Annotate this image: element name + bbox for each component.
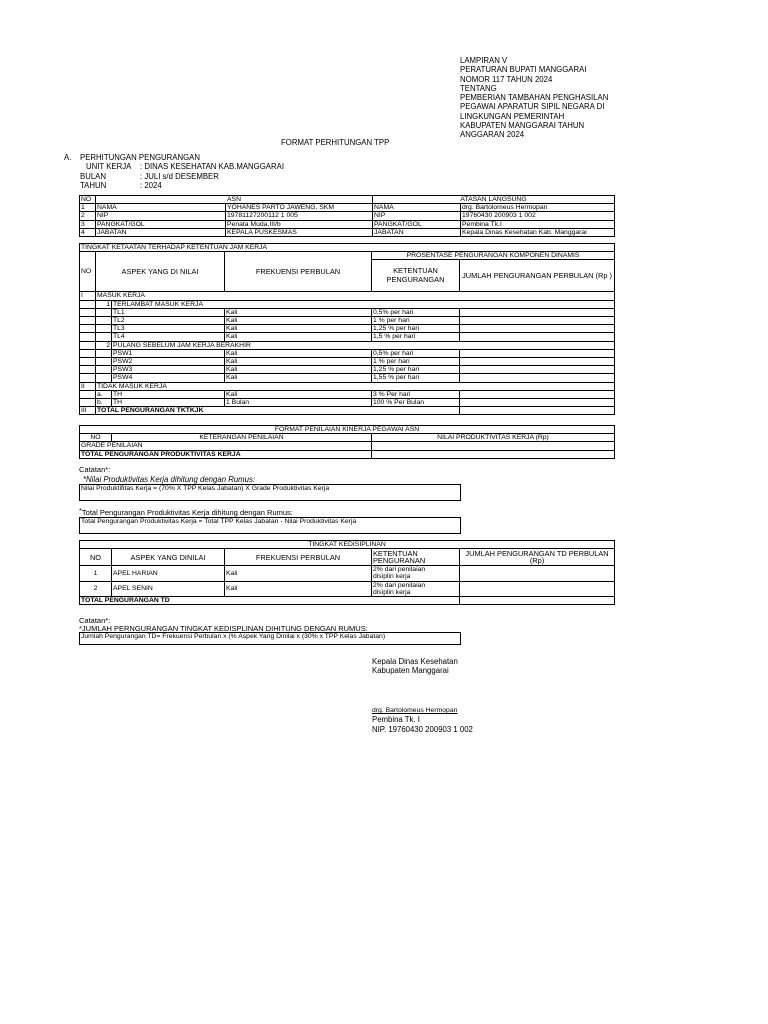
- item-frek: Kali: [225, 317, 372, 325]
- row-label: NAMA: [373, 204, 461, 212]
- col-nilai-header: NILAI PRODUKTIVITAS KERJA (Rp): [372, 434, 615, 442]
- total-value[interactable]: [372, 450, 615, 458]
- row-ket: [372, 566, 460, 581]
- row-no: 2: [80, 581, 112, 596]
- table-row: [80, 374, 615, 382]
- col-no-header: NO: [80, 434, 112, 442]
- table-row: [80, 407, 615, 415]
- table-row: [80, 317, 615, 325]
- header-line: PEGAWAI APARATUR SIPIL NEGARA DI: [460, 102, 605, 112]
- col-frek-header: FREKUENSI PERBULAN: [225, 549, 372, 566]
- total-label: TOTAL PENGURANGAN PRODUKTIVITAS KERJA: [80, 450, 372, 458]
- formula-box: [79, 484, 461, 501]
- catatan-label: Catatan*:: [79, 465, 111, 474]
- row-value: Penata Muda,III/b: [226, 220, 373, 228]
- item-frek: Kali: [225, 349, 372, 357]
- item-frek: Kali: [225, 390, 372, 398]
- item-jumlah[interactable]: [460, 325, 615, 333]
- grade-value[interactable]: [372, 442, 615, 450]
- page-title: FORMAT PERHITUNGAN TPP: [281, 138, 390, 147]
- item-ket: 3 % Per hari: [372, 390, 460, 398]
- table-row: [80, 399, 615, 407]
- signature-rank: Pembina Tk. I: [372, 715, 420, 725]
- row-label: NIP: [96, 212, 226, 220]
- item-ket: 1,25 % per hari: [372, 325, 460, 333]
- field-value: : DINAS KESEHATAN KAB.MANGGARAI: [140, 162, 284, 172]
- table-row: [80, 341, 615, 349]
- col-jumlah-header: JUMLAH PENGURANGAN TD PERBULAN (Rp): [460, 549, 615, 566]
- item-frek: Kali: [225, 333, 372, 341]
- table-row: [80, 382, 615, 390]
- catatan-label: Catatan*:: [79, 616, 111, 625]
- item-letter: a.: [96, 390, 112, 398]
- ket-line: disiplin kerja: [373, 573, 411, 581]
- field-bulan: [80, 171, 219, 181]
- formula-text: Total Pengurangan Produktivitas Kerja = Total TPP Kelas Jabatan - Nilai Produktivitas Kerja: [81, 518, 357, 525]
- item-name: TL2: [112, 317, 225, 325]
- col-ketentuan-header: KETENTUAN PENGURANGAN: [372, 260, 460, 292]
- table-row: [80, 597, 615, 605]
- signature-office: Kabupaten Manggarai: [372, 666, 449, 676]
- signature-name-block: [372, 706, 473, 734]
- table-row: [80, 220, 615, 228]
- col-no-header: NO: [80, 549, 112, 566]
- section-letter: A.: [64, 153, 72, 162]
- asn-header: ASN: [96, 196, 373, 204]
- row-no: 2: [80, 212, 96, 220]
- row-frek: Kali: [225, 566, 372, 581]
- item-ket: 0,5% per hari: [372, 349, 460, 357]
- row-no: 1: [80, 204, 96, 212]
- formula-text: Nilai Produktifitas Kerja = (70% X TPP Kelas Jabatan) X Grade Produktivitas Kerja: [81, 485, 330, 492]
- row-no: 1: [80, 566, 112, 581]
- table-row: [80, 308, 615, 316]
- item-ket: 1,55 % per hari: [372, 374, 460, 382]
- header-line: LAMPIRAN V: [460, 56, 508, 65]
- header-line: PEMBERIAN TAMBAHAN PENGHASILAN: [460, 93, 609, 103]
- row-label: PANGKAT/GOL: [373, 220, 461, 228]
- row-aspek: APEL SENIN: [112, 581, 225, 596]
- col-ket-header: KETERANGAN PENILAIAN: [112, 434, 372, 442]
- header-line: KABUPATEN MANGGARAI TAHUN: [460, 121, 585, 131]
- row-value: Kepala Dinas Kesehatan Kab. Manggarai: [461, 228, 615, 236]
- item-name: TL1: [112, 308, 225, 316]
- signature-nip: NIP. 19760430 200903 1 002: [372, 724, 473, 734]
- ket-line: disiplin kerja: [373, 588, 411, 596]
- row-label: NAMA: [96, 204, 226, 212]
- col-aspek-header: ASPEK YANG DI NILAI: [96, 252, 225, 292]
- catatan-note-2: [79, 508, 293, 517]
- sub-no: 1: [96, 300, 112, 308]
- field-unit-kerja: [80, 162, 284, 172]
- header-line: ANGGARAN 2024: [460, 130, 525, 140]
- item-name: PSW3: [112, 366, 225, 374]
- table-row: [80, 450, 615, 458]
- total-label: TOTAL PENGURANGAN TD: [80, 597, 460, 605]
- item-jumlah[interactable]: [460, 308, 615, 316]
- star-mark: *: [79, 506, 82, 515]
- item-frek: Kali: [225, 308, 372, 316]
- item-ket: 0,5% per hari: [372, 308, 460, 316]
- roman-numeral: III: [80, 407, 96, 415]
- row-value: KEPALA PUSKESMAS: [226, 228, 373, 236]
- ket-line: 2% dari penilaian: [373, 566, 426, 574]
- table-row: [80, 349, 615, 357]
- total-value[interactable]: [460, 407, 615, 415]
- field-value: : JULI s/d DESEMBER: [140, 171, 219, 181]
- row-no: 3: [80, 220, 96, 228]
- ketaatan-title: TINGKAT KETAATAN TERHADAP KETENTUAN JAM KERJA: [80, 244, 615, 252]
- formula-box: [79, 517, 461, 534]
- field-label: BULAN: [80, 171, 106, 181]
- item-jumlah[interactable]: [460, 366, 615, 374]
- item-frek: 1 Bulan: [225, 399, 372, 407]
- item-jumlah[interactable]: [460, 374, 615, 382]
- row-value: 19781127200112 1 005: [226, 212, 373, 220]
- sub-no: 2: [96, 341, 112, 349]
- disiplin-title: TINGKAT KEDISIPLINAN: [80, 541, 615, 549]
- section-heading: PERHITUNGAN PENGURANGAN: [80, 153, 200, 162]
- row-label: NIP: [373, 212, 461, 220]
- table-row: [80, 292, 615, 300]
- item-frek: Kali: [225, 374, 372, 382]
- field-label: TAHUN: [80, 180, 107, 190]
- table-row: [80, 204, 615, 212]
- total-value[interactable]: [460, 597, 615, 605]
- header-line: PERATURAN BUPATI MANGGARAI: [460, 65, 587, 75]
- disiplin-table: [79, 540, 615, 605]
- row-label: JABATAN: [373, 228, 461, 236]
- catatan-note: *Nilai Produktivitas Kerja dihitung dengan Rumus:: [83, 475, 256, 484]
- row-jumlah[interactable]: [460, 581, 615, 596]
- header-line: TENTANG: [460, 83, 497, 93]
- item-ket: 1 % per hari: [372, 317, 460, 325]
- row-aspek: APEL HARIAN: [112, 566, 225, 581]
- total-label: TOTAL PENGURANGAN TKTKJK: [96, 407, 460, 415]
- header-line: LINGKUNGAN PEMERINTAH: [460, 111, 565, 121]
- item-frek: Kali: [225, 325, 372, 333]
- field-value: : 2024: [140, 180, 162, 190]
- item-jumlah[interactable]: [460, 349, 615, 357]
- row-ket: [372, 581, 460, 596]
- table-row: [80, 325, 615, 333]
- item-name: TH: [112, 399, 225, 407]
- item-ket: 1,5 % per hari: [372, 333, 460, 341]
- item-letter: b.: [96, 399, 112, 407]
- sub-label: TERLAMBAT MASUK KERJA: [112, 300, 615, 308]
- item-name: PSW4: [112, 374, 225, 382]
- row-label: JABATAN: [96, 228, 226, 236]
- identity-table: [79, 195, 615, 237]
- item-ket: 1 % per hari: [372, 358, 460, 366]
- note-text: Total Pengurangan Produktivitas Kerja dihitung dengan Rumus:: [81, 508, 293, 517]
- table-row: [80, 442, 615, 450]
- kinerja-table: [79, 425, 615, 459]
- signature-block: [372, 657, 458, 676]
- row-value: drg. Bartolomeus Hermopan: [461, 204, 615, 212]
- item-name: PSW1: [112, 349, 225, 357]
- item-jumlah[interactable]: [460, 333, 615, 341]
- row-jumlah[interactable]: [460, 566, 615, 581]
- prosentase-header: PROSENTASE PENGURANGAN KOMPONEN DINAMIS: [372, 252, 615, 260]
- field-tahun: [80, 181, 200, 190]
- table-row: [80, 566, 615, 581]
- grade-label: GRADE PENILAIAN: [80, 442, 372, 450]
- table-row: [80, 358, 615, 366]
- roman-numeral: II: [80, 382, 96, 390]
- signature-name: drg. Bartolomeus Hermopan: [372, 707, 458, 714]
- table-row: [80, 300, 615, 308]
- atasan-header: ATASAN LANGSUNG: [373, 196, 615, 204]
- col-aspek-header: ASPEK YANG DINILAI: [112, 549, 225, 566]
- row-value: YOHANES PARTO JAWENG, SKM: [226, 204, 373, 212]
- ket-line: 2% dari penilaian: [373, 581, 426, 589]
- kinerja-title: FORMAT PENILAIAN KINERJA PEGAWAI ASN: [80, 426, 615, 434]
- formula-box: [79, 632, 461, 645]
- table-row: [80, 366, 615, 374]
- table-row: [80, 333, 615, 341]
- item-frek: Kali: [225, 358, 372, 366]
- item-name: PSW2: [112, 358, 225, 366]
- sub-label: PULANG SEBELUM JAM KERJA BERAKHIR: [112, 341, 615, 349]
- col-no-header: NO: [80, 196, 96, 204]
- item-name: TH: [112, 390, 225, 398]
- col-frek-header: FREKUENSI PERBULAN: [225, 252, 372, 292]
- row-no: 4: [80, 228, 96, 236]
- table-row: [80, 228, 615, 236]
- col-ketentuan-header: KETENTUAN PENGURANAN: [372, 549, 460, 566]
- col-no-header: NO: [80, 252, 96, 292]
- item-jumlah[interactable]: [460, 358, 615, 366]
- ketaatan-table: [79, 243, 615, 415]
- table-row: [80, 212, 615, 220]
- row-value: 19760430 200903 1 002: [461, 212, 615, 220]
- item-name: TL3: [112, 325, 225, 333]
- col-jumlah-header: JUMLAH PENGURANGAN PERBULAN (Rp ): [460, 260, 615, 292]
- row-frek: Kali: [225, 581, 372, 596]
- item-jumlah[interactable]: [460, 399, 615, 407]
- row-label: PANGKAT/GOL: [96, 220, 226, 228]
- item-frek: Kali: [225, 366, 372, 374]
- roman-numeral: I: [80, 292, 96, 300]
- group-label: TIDAK MASUK KERJA: [96, 382, 615, 390]
- catatan-note: *JUMLAH PERNGURANGAN TINGKAT KEDISPLINAN DIHITUNG DENGAN RUMUS:: [79, 624, 368, 633]
- section-a-block: [80, 153, 284, 190]
- item-ket: 1,25 % per hari: [372, 366, 460, 374]
- item-jumlah[interactable]: [460, 317, 615, 325]
- item-jumlah[interactable]: [460, 390, 615, 398]
- header-line: NOMOR 117 TAHUN 2024: [460, 74, 553, 84]
- item-ket: 100 % Per Bulan: [372, 399, 460, 407]
- signature-office: Kepala Dinas Kesehatan: [372, 657, 458, 666]
- row-value: Pembina Tk.I: [461, 220, 615, 228]
- table-row: [80, 581, 615, 596]
- header-block: [460, 56, 608, 140]
- field-label: UNIT KERJA: [86, 162, 132, 172]
- table-row: [80, 390, 615, 398]
- item-name: TL4: [112, 333, 225, 341]
- group-label: MASUK KERJA: [96, 292, 615, 300]
- formula-text: Jumlah Pengurangan TD= Frekuensi Perbulan x (% Aspek Yang Dinilai x (30% x TPP Kelas Jabatan): [81, 633, 386, 640]
